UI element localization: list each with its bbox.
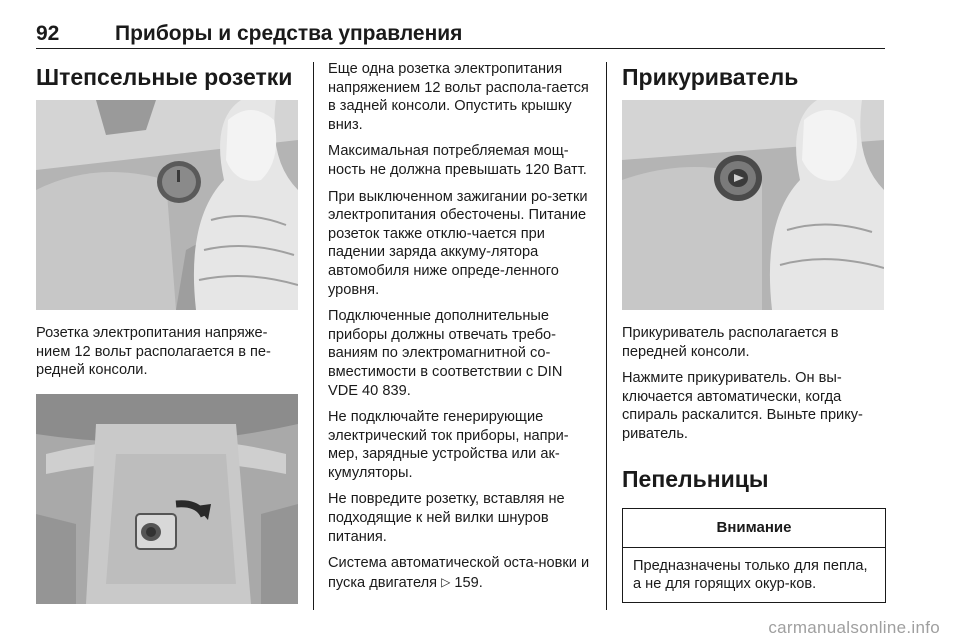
body-paragraph: Максимальная потребляемая мощ-ность не должна превышать 120 Ватт. [328, 143, 587, 178]
column-middle [328, 60, 594, 600]
body-paragraph: Не повредите розетку, вставляя не подходящие к ней вилки шнуров питания. [328, 491, 565, 545]
body-paragraphs [328, 60, 594, 546]
paragraph-stop-start [328, 554, 594, 592]
lighter-usage: Нажмите прикуриватель. Он вы-ключается автоматически, когда спираль раскалится. Выньте прику-риватель. [622, 370, 863, 442]
section-heading-sockets: Штепсельные розетки [36, 64, 293, 90]
watermark-footer: carmanualsonline.info [768, 618, 940, 637]
notice-box [622, 508, 886, 603]
stop-start-text: Система автоматической оста-новки и пуска двигателя [328, 555, 590, 591]
notice-text: Предназначены только для пепла, а не для горящих окур-ков. [633, 557, 868, 593]
column-divider-1 [313, 62, 314, 610]
photo-lighter [622, 100, 884, 310]
arrow-ref-icon[interactable]: ▷ [441, 574, 451, 589]
photo-front-socket [36, 100, 298, 310]
body-paragraph: Не подключайте генерирующие электрический ток приборы, напри-мер, зарядные устройства или ак-кумуляторы. [328, 409, 569, 481]
body-paragraph: При выключенном зажигании ро-зетки электропитания обесточены. Питание розеток также отклю-чается при падении заряда аккуму-лятора автомобиля ниже опреде-ленного уровня. [328, 188, 588, 298]
notice-title: Внимание [623, 509, 885, 548]
column-right [622, 60, 886, 603]
column-left [36, 60, 298, 604]
body-paragraph: Еще одна розетка электропитания напряжением 12 вольт распола-гается в задней консоли. Опустить крышку вниз. [328, 61, 589, 133]
lighter-location: Прикуриватель располагается в передней консоли. [622, 325, 839, 360]
section-heading-ashtrays: Пепельницы [622, 465, 769, 492]
page-header [36, 18, 885, 49]
chapter-title: Приборы и средства управления [115, 22, 463, 45]
body-paragraph: Подключенные дополнительные приборы должны отвечать требо-ваниям по электромагнитной со-вместимости в соответствии с DIN VDE 40 839. [328, 308, 563, 399]
photo-rear-socket [36, 394, 298, 604]
page-number: 92 [36, 22, 60, 45]
section-heading-lighter: Прикуриватель [622, 64, 799, 90]
column-divider-2 [606, 62, 607, 610]
ref-page[interactable]: 159. [454, 574, 483, 591]
caption-front-socket: Розетка электропитания напряже-нием 12 вольт располагается в пе-редней консоли. [36, 325, 271, 379]
